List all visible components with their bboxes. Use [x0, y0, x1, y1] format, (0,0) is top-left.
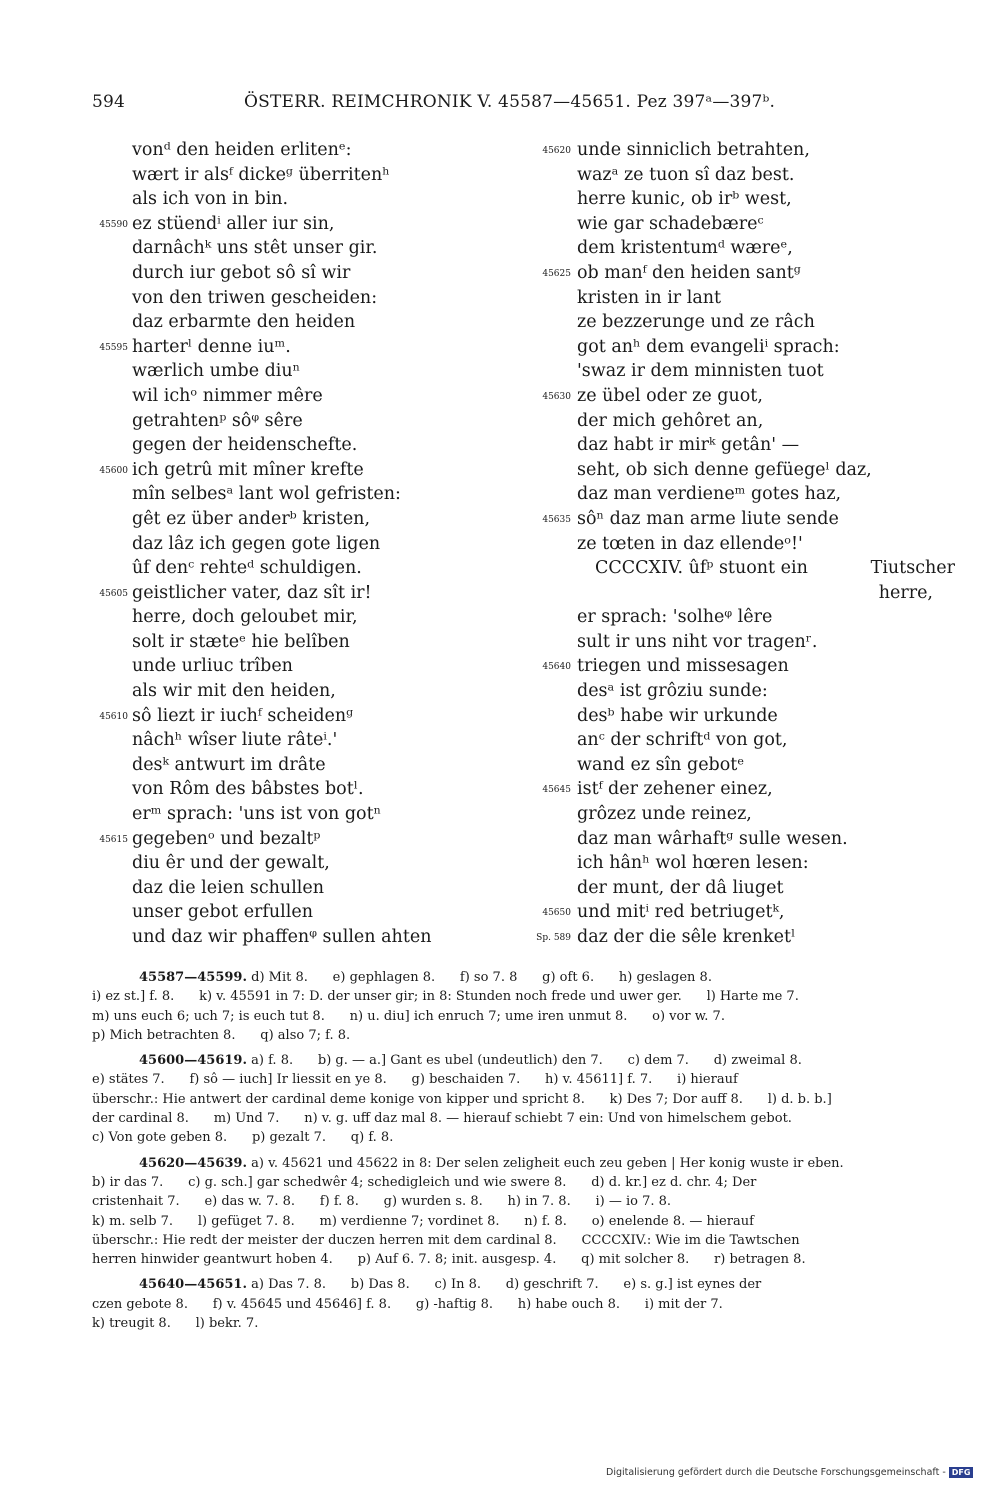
left-verse-column [99, 138, 512, 950]
apparatus-text: m) uns euch 6; uch 7; is euch tut 8. n) u. diu] ich enruch 7; ume iren unmut 8. o) vor w. 7. [92, 1008, 725, 1024]
page-number: 594 [92, 92, 126, 112]
verse-text: gêt ez über anderᵇ kristen, [132, 508, 371, 529]
apparatus-line [92, 968, 954, 987]
apparatus-line [92, 1007, 954, 1026]
verse-text: harterˡ denne iuᵐ. [132, 336, 291, 357]
apparatus-line [92, 1026, 954, 1045]
verse-line [577, 851, 967, 876]
verse-text: daz erbarmte den heiden [132, 312, 356, 333]
verse-line [542, 384, 967, 409]
apparatus-text: p) Mich betrachten 8. q) also 7; f. 8. [92, 1027, 351, 1043]
running-title: ÖSTERR. REIMCHRONIK V. 45587—45651. Pez 397ᵃ—397ᵇ. [244, 92, 776, 112]
verse-line [542, 777, 967, 802]
verse-line [132, 138, 512, 163]
digitization-footer [606, 1467, 973, 1478]
critical-apparatus [92, 968, 954, 1339]
apparatus-text: überschr.: Hie antwert der cardinal deme konige von kipper und spricht 8. k) Des 7; Dor auff 8. l) d. b. b.] [92, 1091, 832, 1107]
verse-text: triegen und missesagen [577, 656, 789, 677]
verse-line [577, 236, 967, 261]
verse-line [99, 212, 512, 237]
line-number: 45640 [542, 662, 571, 673]
verse-text: unde sinniclich betrahten, [577, 140, 810, 160]
verse-line [577, 433, 967, 458]
apparatus-range: 45640—45651. [139, 1277, 247, 1293]
verse-line [99, 335, 512, 360]
verse-text: daz habt ir mirᵏ getân' — [577, 435, 800, 456]
apparatus-line [92, 1231, 954, 1250]
verse-line [132, 384, 512, 409]
apparatus-line [92, 987, 954, 1006]
verse-text: gegen der heidenschefte. [132, 435, 358, 456]
apparatus-text: a) v. 45621 und 45622 in 8: Der selen zeligheit euch zeu geben | Her konig wuste ir eben. [251, 1155, 844, 1171]
verse-line [132, 900, 512, 925]
verse-text: ze übel oder ze guot, [577, 385, 763, 406]
verse-text: der mich gehôret an, [577, 410, 764, 431]
verse-line [577, 359, 967, 384]
apparatus-line [92, 1314, 954, 1333]
verse-line [132, 925, 512, 950]
verse-line [542, 261, 967, 286]
verse-line [577, 163, 967, 188]
verse-text: ûf denᶜ rehteᵈ schuldigen. [132, 558, 362, 579]
verse-text: sô liezt ir iuchᶠ scheidenᵍ [132, 705, 354, 726]
apparatus-line [92, 1090, 954, 1109]
verse-line [132, 753, 512, 778]
verse-text: getrahtenᵖ sôᵠ sêre [132, 410, 303, 431]
apparatus-block [92, 1051, 954, 1147]
verse-text: daz man verdieneᵐ gotes haz, [577, 484, 842, 505]
verse-line [577, 753, 967, 778]
apparatus-line [92, 1154, 954, 1173]
verse-line [577, 286, 967, 311]
verse-text: und daz wir phaffenᵠ sullen ahten [132, 927, 432, 947]
apparatus-text: i) ez st.] f. 8. k) v. 45591 in 7: D. der unser gir; in 8: Stunden noch frede und uwer ger. l) Harte me 7. [92, 989, 799, 1005]
chapter-heading-continuation [577, 581, 967, 606]
verse-text: herre kunic, ob irᵇ west, [577, 189, 792, 210]
apparatus-text: der cardinal 8. m) Und 7. n) v. g. uff daz mal 8. — hierauf schiebt 7 ein: Und von himelschem gebot. [92, 1111, 792, 1127]
right-column-bottom [536, 605, 967, 949]
verse-text: vonᵈ den heiden erlitenᵉ: [132, 140, 352, 160]
apparatus-line [92, 1212, 954, 1231]
verse-line [132, 286, 512, 311]
verse-line [132, 532, 512, 557]
verse-line [577, 409, 967, 434]
chapter-heading [577, 556, 967, 581]
verse-text: daz die leien schullen [132, 877, 325, 898]
apparatus-range: 45600—45619. [139, 1053, 247, 1069]
verse-text: daz lâz ich gegen gote ligen [132, 533, 381, 554]
verse-text: diu êr und der gewalt, [132, 853, 330, 874]
verse-text: sult ir uns niht vor tragenʳ. [577, 631, 818, 652]
verse-line [132, 630, 512, 655]
verse-text: unser gebot erfullen [132, 902, 313, 923]
verse-line [132, 507, 512, 532]
apparatus-text: e) stätes 7. f) sô — iuch] Ir liessit en ye 8. g) beschaiden 7. h) v. 45611] f. 7. i) hierauf [92, 1072, 738, 1088]
verse-line [577, 482, 967, 507]
verse-text: desᵇ habe wir urkunde [577, 705, 778, 726]
verse-text: wærlich umbe diuⁿ [132, 361, 301, 382]
verse-line [99, 827, 512, 852]
verse-text: istᶠ der zehener einez, [577, 779, 773, 800]
verse-text: dem kristentumᵈ wæreᵉ, [577, 238, 793, 259]
verse-text: gegebenᵒ und bezaltᵖ [132, 828, 321, 849]
verse-text: ze tœten in daz ellendeᵒ!' [577, 533, 803, 554]
line-number: 45635 [542, 514, 571, 525]
verse-text: desᵏ antwurt im drâte [132, 754, 326, 775]
verse-text: grôzez unde reinez, [577, 804, 752, 825]
verse-text: unde urliuc trîben [132, 656, 293, 677]
line-number: 45610 [99, 711, 128, 722]
verse-line [132, 482, 512, 507]
line-number: 45605 [99, 588, 128, 599]
verse-line [132, 679, 512, 704]
verse-text: wært ir alsᶠ dickeᵍ überritenʰ [132, 164, 390, 185]
verse-line [536, 925, 967, 950]
right-verse-column [536, 138, 967, 950]
verse-text: got anʰ dem evangeliⁱ sprach: [577, 336, 840, 357]
verse-line [542, 507, 967, 532]
verse-line [577, 458, 967, 483]
verse-text: von Rôm des bâbstes botˡ. [132, 779, 364, 800]
verse-line [99, 581, 512, 606]
line-number: 45600 [99, 465, 128, 476]
verse-line [132, 359, 512, 384]
apparatus-line [92, 1275, 954, 1294]
verse-line [132, 261, 512, 286]
apparatus-text: k) treugit 8. l) bekr. 7. [92, 1316, 259, 1332]
apparatus-text: d) Mit 8. e) gephlagen 8. f) so 7. 8 g) oft 6. h) geslagen 8. [251, 970, 712, 985]
verse-text: von den triwen gescheiden: [132, 287, 378, 308]
chapter-heading-continuation-text: herre, [878, 582, 933, 603]
verse-text: er sprach: 'solheᵠ lêre [577, 607, 773, 628]
verse-text: solt ir stæteᵉ hie belîben [132, 631, 350, 652]
apparatus-line [92, 1295, 954, 1314]
apparatus-line [92, 1070, 954, 1089]
apparatus-text: b) ir das 7. c) g. sch.] gar schedwêr 4; schedigleich und wie swere 8. d) d. kr.] ez d. chr. 4; Der [92, 1174, 757, 1190]
apparatus-range: 45620—45639. [139, 1155, 247, 1171]
apparatus-text: überschr.: Hie redt der meister der duczen herren mit dem cardinal 8. CCCCXIV.: Wie im die Tawtschen [92, 1232, 800, 1248]
line-number: 45615 [99, 834, 128, 845]
verse-text: anᶜ der schriftᵈ von got, [577, 730, 788, 751]
apparatus-text: a) Das 7. 8. b) Das 8. c) In 8. d) geschrift 7. e) s. g.] ist eynes der [251, 1277, 762, 1293]
verse-text: wazᵃ ze tuon sî daz best. [577, 164, 795, 185]
verse-line [577, 679, 967, 704]
verse-text: seht, ob sich denne gefüegeˡ daz, [577, 459, 872, 480]
verse-line [132, 310, 512, 335]
chapter-heading-left: CCCCXIV. ûfᵖ stuont ein [595, 558, 808, 579]
apparatus-line [92, 1109, 954, 1128]
apparatus-line [92, 1173, 954, 1192]
apparatus-line [92, 1192, 954, 1211]
chapter-heading-right: Tiutscher [870, 558, 955, 579]
verse-line [99, 458, 512, 483]
verse-text: sôⁿ daz man arme liute sende [577, 508, 839, 529]
verse-text: darnâchᵏ uns stêt unser gir. [132, 238, 378, 259]
verse-line [132, 409, 512, 434]
verse-text: daz man wârhaftᵍ sulle wesen. [577, 828, 848, 849]
right-column-top [542, 138, 967, 556]
verse-line [132, 433, 512, 458]
verse-line [132, 654, 512, 679]
apparatus-range: 45587—45599. [139, 970, 247, 985]
verse-line [132, 802, 512, 827]
verse-line [132, 876, 512, 901]
verse-line [577, 187, 967, 212]
verse-line [132, 777, 512, 802]
apparatus-text: herren hinwider geantwurt hoben 4. p) Auf 6. 7. 8; init. ausgesp. 4. q) mit solcher 8. r) betragen 8. [92, 1252, 806, 1268]
verse-text: durch iur gebot sô sî wir [132, 262, 351, 283]
verse-line [99, 704, 512, 729]
verse-line [132, 236, 512, 261]
verse-text: ob manᶠ den heiden santᵍ [577, 262, 801, 283]
line-number: 45645 [542, 785, 571, 796]
verse-line [577, 728, 967, 753]
verse-text: nâchʰ wîser liute râteⁱ.' [132, 730, 338, 751]
verse-line [542, 654, 967, 679]
verse-text: desᵃ ist grôziu sunde: [577, 681, 768, 702]
line-number: 45620 [542, 146, 571, 156]
verse-text: geistlicher vater, daz sît ir! [132, 582, 372, 603]
apparatus-line [92, 1250, 954, 1269]
line-number: 45595 [99, 342, 128, 353]
verse-line [577, 212, 967, 237]
verse-text: herre, doch geloubet mir, [132, 607, 358, 628]
verse-text: kristen in ir lant [577, 287, 722, 308]
verse-line [577, 310, 967, 335]
verse-line [577, 630, 967, 655]
verse-text: und mitⁱ red betriugetᵏ, [577, 902, 785, 923]
verse-line [577, 802, 967, 827]
verse-line [132, 851, 512, 876]
verse-text: wie gar schadebæreᶜ [577, 213, 764, 234]
line-number: 45590 [99, 219, 128, 230]
verse-text: der munt, der dâ liuget [577, 877, 784, 898]
verse-line [577, 605, 967, 630]
verse-text: als wir mit den heiden, [132, 681, 336, 702]
verse-line [132, 728, 512, 753]
verse-line [132, 605, 512, 630]
apparatus-text: czen gebote 8. f) v. 45645 und 45646] f. 8. g) -haftig 8. h) habe ouch 8. i) mit der 7. [92, 1296, 723, 1312]
verse-text: erᵐ sprach: 'uns ist von gotⁿ [132, 804, 382, 825]
verse-line [132, 187, 512, 212]
verse-line [542, 900, 967, 925]
verse-text: ez stüendⁱ aller iur sin, [132, 213, 335, 234]
verse-text: ich hânʰ wol hœren lesen: [577, 853, 809, 874]
verse-text: mîn selbesᵃ lant wol gefristen: [132, 484, 401, 505]
verse-line [577, 876, 967, 901]
verse-line [577, 532, 967, 557]
apparatus-text: cristenhait 7. e) das w. 7. 8. f) f. 8. g) wurden s. 8. h) in 7. 8. i) — io 7. 8. [92, 1194, 672, 1210]
verse-text: als ich von in bin. [132, 189, 289, 210]
line-number: 45630 [542, 391, 571, 402]
verse-line [132, 556, 512, 581]
apparatus-block [92, 1275, 954, 1333]
dfg-logo: DFG [949, 1467, 974, 1478]
running-head [92, 92, 958, 116]
verse-line [577, 704, 967, 729]
apparatus-line [92, 1128, 954, 1147]
verse-line [132, 163, 512, 188]
apparatus-line [92, 1051, 954, 1070]
verse-line [542, 138, 967, 163]
apparatus-text: c) Von gote geben 8. p) gezalt 7. q) f. 8. [92, 1130, 394, 1146]
apparatus-text: a) f. 8. b) g. — a.] Gant es ubel (undeutlich) den 7. c) dem 7. d) zweimal 8. [251, 1053, 802, 1069]
line-number: Sp. 589 [536, 933, 571, 943]
verse-line [577, 827, 967, 852]
footer-text: Digitalisierung gefördert durch die Deutsche Forschungsgemeinschaft - [606, 1467, 946, 1478]
verse-line [577, 335, 967, 360]
apparatus-block [92, 968, 954, 1045]
line-number: 45625 [542, 268, 571, 279]
apparatus-text: k) m. selb 7. l) gefüget 7. 8. m) verdienne 7; vordinet 8. n) f. 8. o) enelende 8. — hierauf [92, 1213, 754, 1229]
apparatus-block [92, 1154, 954, 1270]
verse-text: daz der die sêle krenketˡ [577, 927, 796, 947]
line-number: 45650 [542, 908, 571, 919]
verse-text: 'swaz ir dem minnisten tuot [577, 361, 824, 382]
verse-text: ze bezzerunge und ze râch [577, 312, 815, 333]
verse-text: wil ichᵒ nimmer mêre [132, 385, 323, 406]
verse-text: ich getrû mit mîner krefte [132, 459, 364, 480]
verse-text: wand ez sîn gebotᵉ [577, 754, 745, 775]
